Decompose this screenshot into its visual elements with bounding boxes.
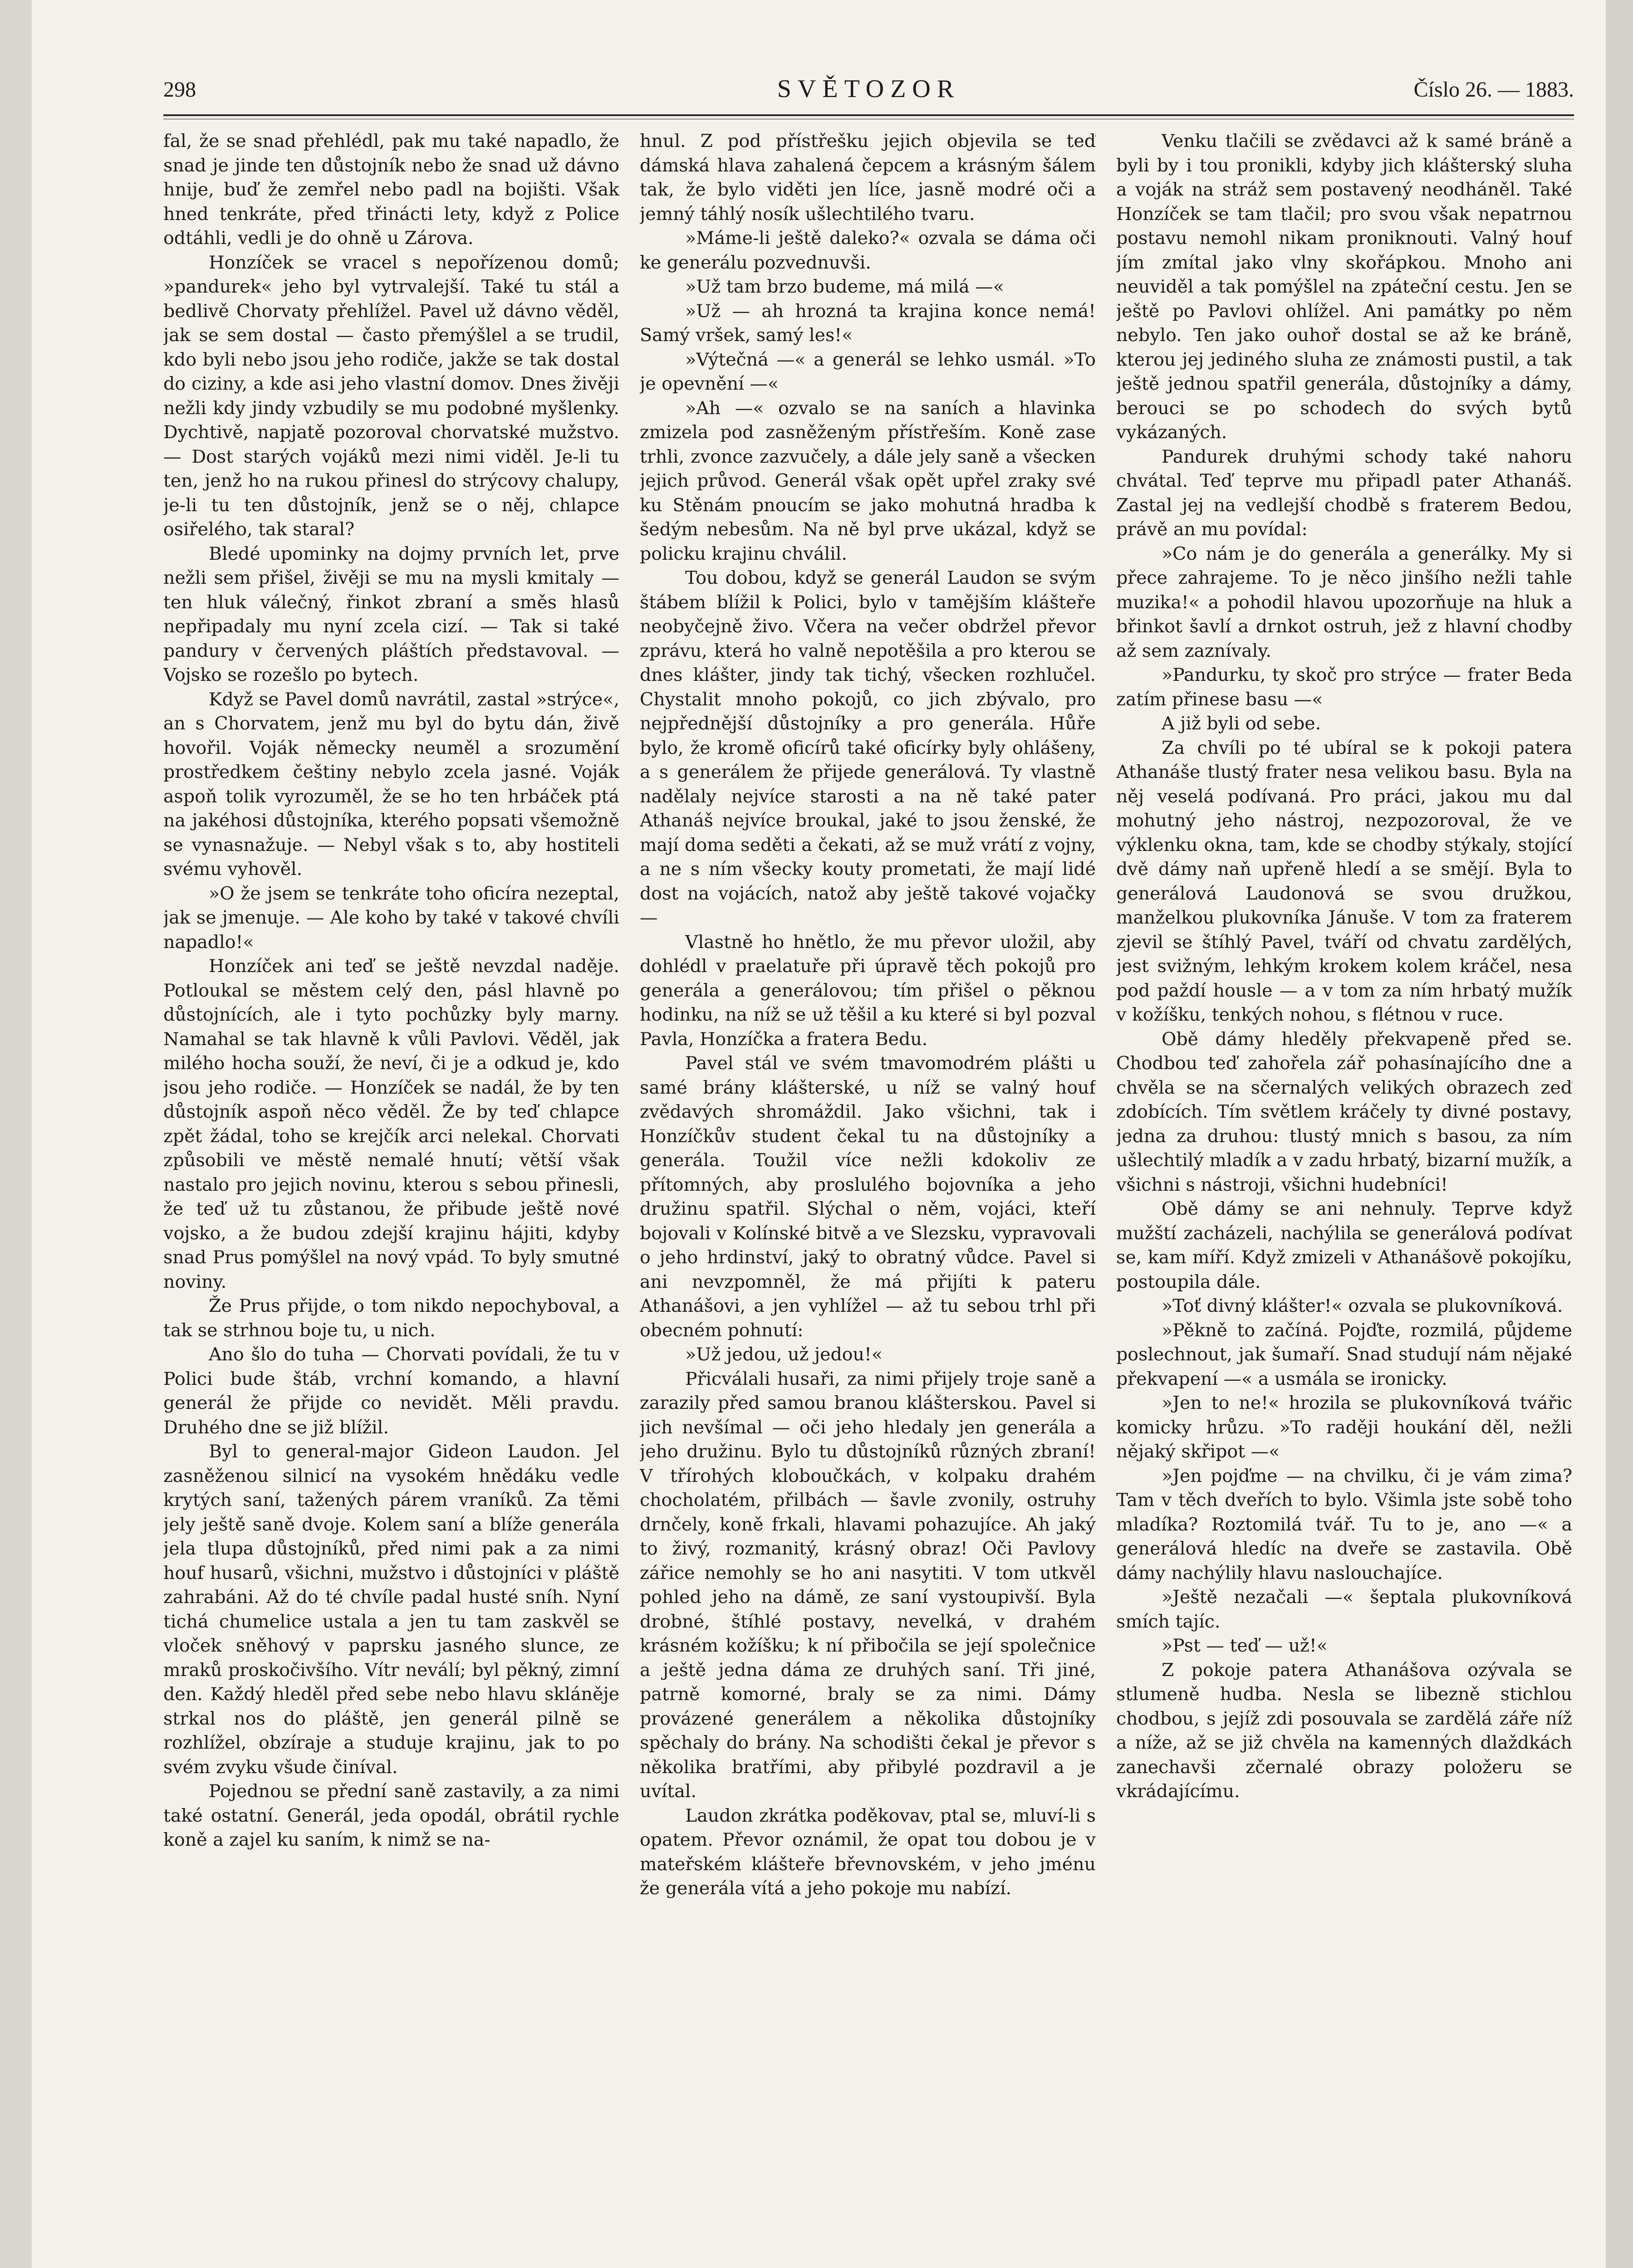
column-2-paragraph: Tou dobou, když se generál Laudon se svým štábem blížil k Polici, bylo v tamějším klášteře neobyčejně živo. Včera na večer obdržel převor zprávu, která ho valně nepotěšila a pro kterou se dnes klášter, jindy tak tichý, všecken rozhlučel. Chystalit mnoho pokojů, co jich zbývalo, pro nejpřednější důstojníky a pro generála. Hůře bylo, že kromě oficírů také oficírky byly ohlášeny, a s generálem že přijede generálová. Ty vlastně nadělaly nejvíce starosti a na ně také pater Athanáš nejvíce broukal, jaké to jsou ženské, že mají doma seděti a čekati, až se muž vrátí z vojny, a ne s ním všecky kouty prometati, že mají lidé dost na vojácích, natož aby ještě takové vojačky — bbox=[640, 567, 1096, 928]
page-right-margin bbox=[1606, 0, 1633, 2268]
column-2-paragraph: »Už — ah hrozná ta krajina konce nemá! Samý vršek, samý les!« bbox=[640, 300, 1096, 346]
column-1-paragraph: Když se Pavel domů navrátil, zastal »strýce«, an s Chorvatem, jenž mu byl do bytu dán, živě hovořil. Voják německy neuměl a srozumění prostředkem češtiny nebylo zcela jasné. Voják aspoň tolik vyrozuměl, že se ho ten hrbáček ptá na jakéhosi důstojníka, kterého popsati všemožně se vynasnažuje. — Nebyl však s to, aby hostiteli svému vyhověl. bbox=[163, 689, 619, 880]
column-2-paragraph: »Ah —« ozvalo se na saních a hlavinka zmizela pod zasněženým přístřeším. Koně zase trhli, zvonce zazvučely, a dále jely saně a všecken jejich průvod. Generál však opět upřel zraky své ku Stěnám pnoucím se jako mohutná hradba k šedým nebesům. Na ně byl prve ukázal, když se policku krajinu chválil. bbox=[640, 397, 1096, 564]
column-1-paragraph: Byl to general-major Gideon Laudon. Jel zasněženou silnicí na vysokém hnědáku vedle krytých saní, tažených párem vraníků. Za těmi jely ještě saně dvoje. Kolem saní a blíže generála jela tlupa důstojníků, před nimi pak a za nimi houf husarů, všichni, mužstvo i důstojníci v pláště zahrabáni. Až do té chvíle padal husté sníh. Nyní tichá chumelice ustala a jen tu tam zaskvěl se vloček sněhový v paprsku jasného slunce, ze mraků proskočivšího. Vítr neválí; byl pěkný, zimní den. Každý hleděl před sebe nebo hlavu skláněje strkal nos do pláště, jen generál pilně se rozhlížel, obzíraje a studuje krajinu, jak to po svém zvyku všude činíval. bbox=[163, 1441, 619, 1778]
column-3-paragraph: Pandurek druhými schody také nahoru chvátal. Teď teprve mu připadl pater Athanáš. Zastal jej na vedlejší chodbě s fraterem Bedou, právě an mu povídal: bbox=[1116, 446, 1572, 540]
masthead-title: SVĚTOZOR bbox=[777, 75, 961, 103]
column-2-paragraph: Přicválali husaři, za nimi přijely troje saně a zarazily před samou branou klášterskou. Pavel si jich nevšímal — oči jeho hledaly jen generála a jeho družinu. Bylo tu důstojníků různých zbraní! V třírohých kloboučkách, v kolpaku drahém chocholatém, přilbách — šavle zvonily, ostruhy drnčely, koně frkali, hlavami pohazujíce. Ah jaký to živý, rozmanitý, krásný obraz! Oči Pavlovy zářice nemohly se ho ani nasytiti. V tom utkvěl pohled jeho na dámě, ze saní vystoupivší. Byla drobné, štíhlé postavy, nevelká, v drahém krásném kožíšku; k ní přibočila se její společnice a ještě jedna dáma ze druhých saní. Tři jiné, patrně komorné, braly se za nimi. Dámy provázené generálem a několika důstojníky spěchaly do brány. Na schodišti čekal je převor s několika bratřími, aby přibylé pozdravil a je uvítal. bbox=[640, 1368, 1096, 1802]
column-1-paragraph: Honzíček se vracel s nepořízenou domů; »pandurek« jeho byl vytrvalejší. Také tu stál a bedlivě Chorvaty přehlížel. Pavel už dávno věděl, jak se sem dostal — často přemýšlel a se trudil, kdo byli nebo jsou jeho rodiče, jakže se tak dostal do ciziny, a kde asi jeho vlastní domov. Dnes živěji nežli kdy jindy vzbudily se mu podobné myšlenky. Dychtivě, napjatě pozoroval chorvatské mužstvo. — Dost starých vojáků mezi nimi viděl. Je-li tu ten, jenž ho na rukou přinesl do strýcovy chalupy, je-li tu ten důstojník, jenž se o něj, chlapce osiřelého, tak staral? bbox=[163, 252, 619, 540]
column-3-paragraph: »Toť divný klášter!« ozvala se plukovníková. bbox=[1162, 1295, 1563, 1316]
column-2-paragraph: Vlastně ho hnětlo, že mu převor uložil, aby dohlédl v praelatuře při úpravě těch pokojů pro generála a generálovou; tím přišel o pěknou hodinku, na níž se už těšil a ku které si byl pozval Pavla, Honzíčka a fratera Bedu. bbox=[640, 931, 1096, 1050]
page-number: 298 bbox=[163, 78, 196, 102]
column-3 bbox=[1116, 129, 1572, 2143]
column-1-paragraph: Honzíček ani teď se ještě nevzdal naděje. Potloukal se městem celý den, pásl hlavně po důstojnících, ale i tyto pochůzky byly marny. Namahal se tak hlavně k vůli Pavlovi. Věděl, jak milého hocha souží, že neví, či je a odkud je, kdo jsou jeho rodiče. — Honzíček se nadál, že by ten důstojník aspoň něco věděl. Že by teď chlapce zpět žádal, toho se krejčík arci nelekal. Chorvati způsobili ve městě nemalé hnutí; větší však nastalo pro jejich novinu, kterou s sebou přinesli, že teď už tu zůstanou, že přibude ještě nové vojsko, a že budou zdejší krajinu hájiti, kdyby snad Prus pomýšlel na nový vpád. To byly smutné noviny. bbox=[163, 956, 619, 1292]
column-1-paragraph: fal, že se snad přehlédl, pak mu také napadlo, že snad je jinde ten důstojník nebo že snad už dávno hnije, buď že zemřel nebo padl na bojišti. Však hned tenkráte, před třinácti lety, když z Police odtáhli, vedli je do ohně u Zárova. bbox=[163, 131, 619, 249]
column-2-paragraph: »Výtečná —« a generál se lehko usmál. »To je opevnění —« bbox=[640, 349, 1096, 394]
column-3-paragraph: »Pěkně to začíná. Pojďte, rozmilá, půjdeme poslechnout, jak šumaří. Snad studují nám nějaké překvapení —« a usmála se ironicky. bbox=[1116, 1320, 1572, 1389]
column-2-paragraph: Pavel stál ve svém tmavomodrém plášti u samé brány klášterské, u níž se valný houf zvědavých shromáždil. Jako všichni, tak i Honzíčkův student čekal tu na důstojníky a generála. Toužil více nežli kdokoliv ze přítomných, aby proslulého bojovníka a jeho družinu spatřil. Slýchal o něm, vojáci, kteří bojovali v Kolínské bitvě a ve Slezsku, vypravovali o jeho hrdinství, jaký to obratný vůdce. Pavel si ani nevzpomněl, že má přijíti k pateru Athanášovi, a jen vyhlížel — až tu sebou trhl při obecném pohnutí: bbox=[640, 1053, 1096, 1341]
column-2-paragraph: »Už jedou, už jedou!« bbox=[685, 1344, 883, 1365]
issue-number: Číslo 26. — 1883. bbox=[1413, 78, 1574, 102]
column-1-paragraph: Bledé upominky na dojmy prvních let, prve nežli sem přišel, živěji se mu na mysli kmitaly — ten hluk válečný, řinkot zbraní a směs hlasů nepřipadaly mu nyní zcela cizí. — Tak si také pandury v červených pláštích představoval. — Vojsko se rozešlo po bytech. bbox=[163, 543, 619, 685]
column-3-paragraph: Obě dámy hleděly překvapeně před se. Chodbou teď zahořela zář pohasínajícího dne a chvěla se na sčernalých velikých obrazech zeď zdobících. Tím světlem kráčely ty divné postavy, jedna za druhou: tlustý mnich s basou, za ním ušlechtilý mladík a v zadu hrbatý, bizarní mužík, a všichni s nástroji, všichni hudebníci! bbox=[1116, 1028, 1572, 1195]
column-3-paragraph: Venku tlačili se zvědavci až k samé bráně a byli by i tou pronikli, kdyby jich klášterský sluha a voják na stráž sem postavený neodháněl. Také Honzíček se tam tlačil; pro svou však nepatrnou postavu nemohl nikam proniknouti. Valný houf jím zmítal jako vlny skořápkou. Mnoho ani neuviděl a tak pomýšlel na zpáteční cestu. Jen se ještě po Pavlovi ohlížel. Ani památky po něm nebylo. Ten jako ouhoř dostal se až ke bráně, kterou jej jediného sluha ze známosti pustil, a tak ještě jednou spatřil generála, důstojníky a dámy, berouci se po schodech do svých bytů vykázaných. bbox=[1116, 131, 1572, 443]
column-3-paragraph: »Jen to ne!« hrozila se plukovníková tvářic komicky hrůzu. »To raději houkání děl, nežli nějaký skřipot —« bbox=[1116, 1393, 1572, 1462]
column-2-paragraph: »Máme-li ještě daleko?« ozvala se dáma oči ke generálu pozvednuvši. bbox=[640, 228, 1096, 273]
column-3-paragraph: Z pokoje patera Athanášova ozývala se stlumeně hudba. Nesla se libezně stichlou chodbou, s jejíž zdi posouvala se zardělá záře níž a níže, až se již chvěla na kamenných dlaždkách zanechavši zčernalé obrazy položeru se vkrádajícímu. bbox=[1116, 1659, 1572, 1802]
column-1 bbox=[163, 129, 619, 2143]
page-left-margin bbox=[0, 0, 32, 2268]
column-1-paragraph: Pojednou se přední saně zastavily, a za nimi také ostatní. Generál, jeda opodál, obrátil rychle koně a zajel ku saním, k nimž se na- bbox=[163, 1781, 619, 1850]
column-3-paragraph: »Co nám je do generála a generálky. My si přece zahrajeme. To je něco jinšího nežli tahle muzika!« a pohodil hlavou upozorňuje na hluk a břinkot šavlí a drnkot ostruh, jež z hlavní chodby až sem zaznívaly. bbox=[1116, 543, 1572, 661]
column-3-paragraph: »Pandurku, ty skoč pro strýce — frater Beda zatím přinese basu —« bbox=[1116, 665, 1572, 710]
page-header bbox=[163, 77, 1574, 118]
column-3-paragraph: Za chvíli po té ubíral se k pokoji patera Athanáše tlustý frater nesa velikou basu. Byla na něj veselá podívaná. Pro práci, jakou mu dal mohutný jeho nástroj, nezpozoroval, že ve výklenku okna, tam, kde se chodby stýkaly, stojící dvě dámy naň upřeně hledí a se smějí. Byla to generálová Laudonová se svou družkou, manželkou plukovníka Jánuše. V tom za fraterem zjevil se štíhlý Pavel, tváří od chvatu zardělých, jest svižným, lehkým krokem kolem kráčel, nesa pod paždí housle — a v tom za ním hrbatý mužík v kožíšku, tenkých nohou, s flétnou v ruce. bbox=[1116, 737, 1572, 1025]
article-body bbox=[163, 129, 1570, 2143]
header-rule-thick bbox=[163, 114, 1574, 116]
column-3-paragraph: »Jen pojďme — na chvilku, či je vám zima? Tam v těch dveřích to bylo. Všimla jste sobě toho mladíka? Roztomilá tvář. Tu to je, ano —« a generálová hledíc na dveře se zastavila. Obě dámy nachýlily hlavu naslouchajíce. bbox=[1116, 1465, 1572, 1584]
column-1-paragraph: Ano šlo do tuha — Chorvati povídali, že tu v Polici bude štáb, vrchní komando, a hlavní generál že přijde co nevidět. Měli pravdu. Druhého dne se již blížil. bbox=[163, 1344, 619, 1438]
column-3-paragraph: »Pst — teď — už!« bbox=[1162, 1635, 1328, 1656]
column-2-paragraph: hnul. Z pod přístřešku jejich objevila se teď dámská hlava zahalená čepcem a krásným šálem tak, že bylo viděti jen líce, jasně modré oči a jemný táhlý nosík ušlechtilého tvaru. bbox=[640, 131, 1096, 225]
column-2-paragraph: »Už tam brzo budeme, má milá —« bbox=[685, 276, 1004, 297]
column-2-paragraph: Laudon zkrátka poděkovav, ptal se, mluví-li s opatem. Převor oznámil, že opat tou dobou je v mateřském klášteře břevnovském, v jeho jménu že generála vítá a jeho pokoje mu nabízí. bbox=[640, 1805, 1096, 1899]
column-1-paragraph: »O že jsem se tenkráte toho oficíra nezeptal, jak se jmenuje. — Ale koho by také v takové chvíli napadlo!« bbox=[163, 883, 619, 953]
column-3-paragraph: »Ještě nezačali —« šeptala plukovníková smích tajíc. bbox=[1116, 1587, 1572, 1632]
column-3-paragraph: Obě dámy se ani nehnuly. Teprve když mužští zacházeli, nachýlila se generálová podívat se, kam míří. Když zmizeli v Athanášově pokojíku, postoupila dále. bbox=[1116, 1198, 1572, 1292]
column-3-paragraph: A již byli od sebe. bbox=[1162, 713, 1321, 734]
column-1-paragraph: Že Prus přijde, o tom nikdo nepochyboval, a tak se strhnou boje tu, u nich. bbox=[163, 1295, 619, 1341]
column-2 bbox=[640, 129, 1096, 2143]
